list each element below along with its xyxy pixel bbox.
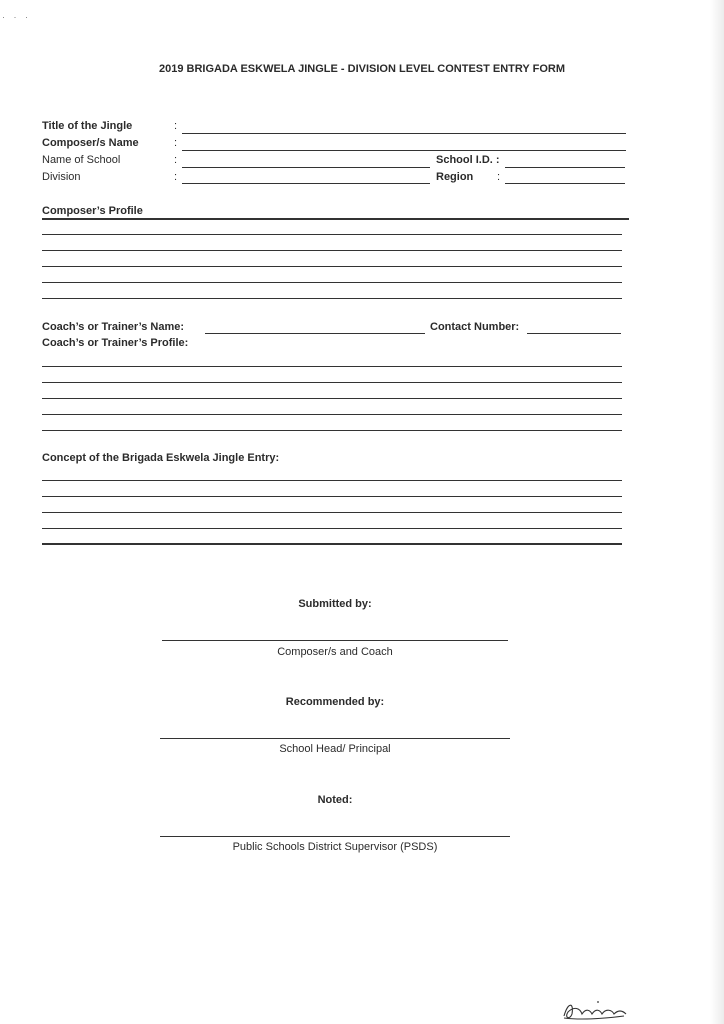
label-composers-name: Composer/s Name [42, 137, 139, 149]
concept-line[interactable] [42, 528, 622, 529]
form-title: 2019 BRIGADA ESKWELA JINGLE - DIVISION LEVEL CONTEST ENTRY FORM [158, 63, 566, 75]
label-division: Division [42, 171, 81, 183]
coach-name-field[interactable] [205, 333, 425, 334]
composers-profile-heading: Composer’s Profile [42, 205, 143, 217]
coach-profile-line[interactable] [42, 382, 622, 383]
composers-profile-line[interactable] [42, 250, 622, 251]
colon: : [174, 137, 178, 149]
composers-profile-line[interactable] [42, 234, 622, 235]
noted-role: Public Schools District Supervisor (PSDS) [232, 841, 438, 853]
label-region: Region [436, 171, 474, 183]
colon: : [174, 154, 178, 166]
colon: : [497, 171, 501, 183]
composers-profile-line[interactable] [42, 298, 622, 299]
coach-profile-line[interactable] [42, 414, 622, 415]
label-school-id: School I.D. : [436, 154, 500, 166]
label-name-of-school: Name of School [42, 154, 121, 166]
concept-line[interactable] [42, 480, 622, 481]
colon: : [174, 171, 178, 183]
division-field[interactable] [182, 183, 430, 184]
concept-line[interactable] [42, 543, 622, 545]
composers-profile-line[interactable] [42, 266, 622, 267]
recommended-signature-line[interactable] [160, 738, 510, 739]
composers-profile-line[interactable] [42, 282, 622, 283]
colon: : [174, 120, 178, 132]
coach-profile-line[interactable] [42, 366, 622, 367]
label-coach-profile: Coach’s or Trainer’s Profile: [42, 337, 189, 349]
recommended-by-label: Recommended by: [285, 696, 385, 708]
label-coach-name: Coach’s or Trainer’s Name: [42, 321, 185, 333]
submitted-by-label: Submitted by: [298, 598, 372, 610]
submitted-signature-line[interactable] [162, 640, 508, 641]
coach-profile-line[interactable] [42, 398, 622, 399]
school-id-field[interactable] [505, 167, 625, 168]
coach-profile-line[interactable] [42, 430, 622, 431]
composers-name-field[interactable] [182, 150, 626, 151]
noted-signature-line[interactable] [160, 836, 510, 837]
label-concept: Concept of the Brigada Eskwela Jingle Entry: [42, 452, 280, 464]
name-of-school-field[interactable] [182, 167, 430, 168]
noted-label: Noted: [317, 794, 353, 806]
page-edge-shadow [710, 0, 724, 1024]
handwritten-signature [560, 996, 632, 1024]
scan-specks: · · · [2, 12, 31, 22]
contact-number-field[interactable] [527, 333, 621, 334]
label-contact-number: Contact Number: [430, 321, 520, 333]
submitted-role: Composer/s and Coach [277, 646, 393, 658]
recommended-role: School Head/ Principal [279, 743, 391, 755]
label-title-of-jingle: Title of the Jingle [42, 120, 133, 132]
concept-line[interactable] [42, 496, 622, 497]
title-of-jingle-field[interactable] [182, 133, 626, 134]
composers-profile-rule [42, 218, 629, 220]
region-field[interactable] [505, 183, 625, 184]
concept-line[interactable] [42, 512, 622, 513]
